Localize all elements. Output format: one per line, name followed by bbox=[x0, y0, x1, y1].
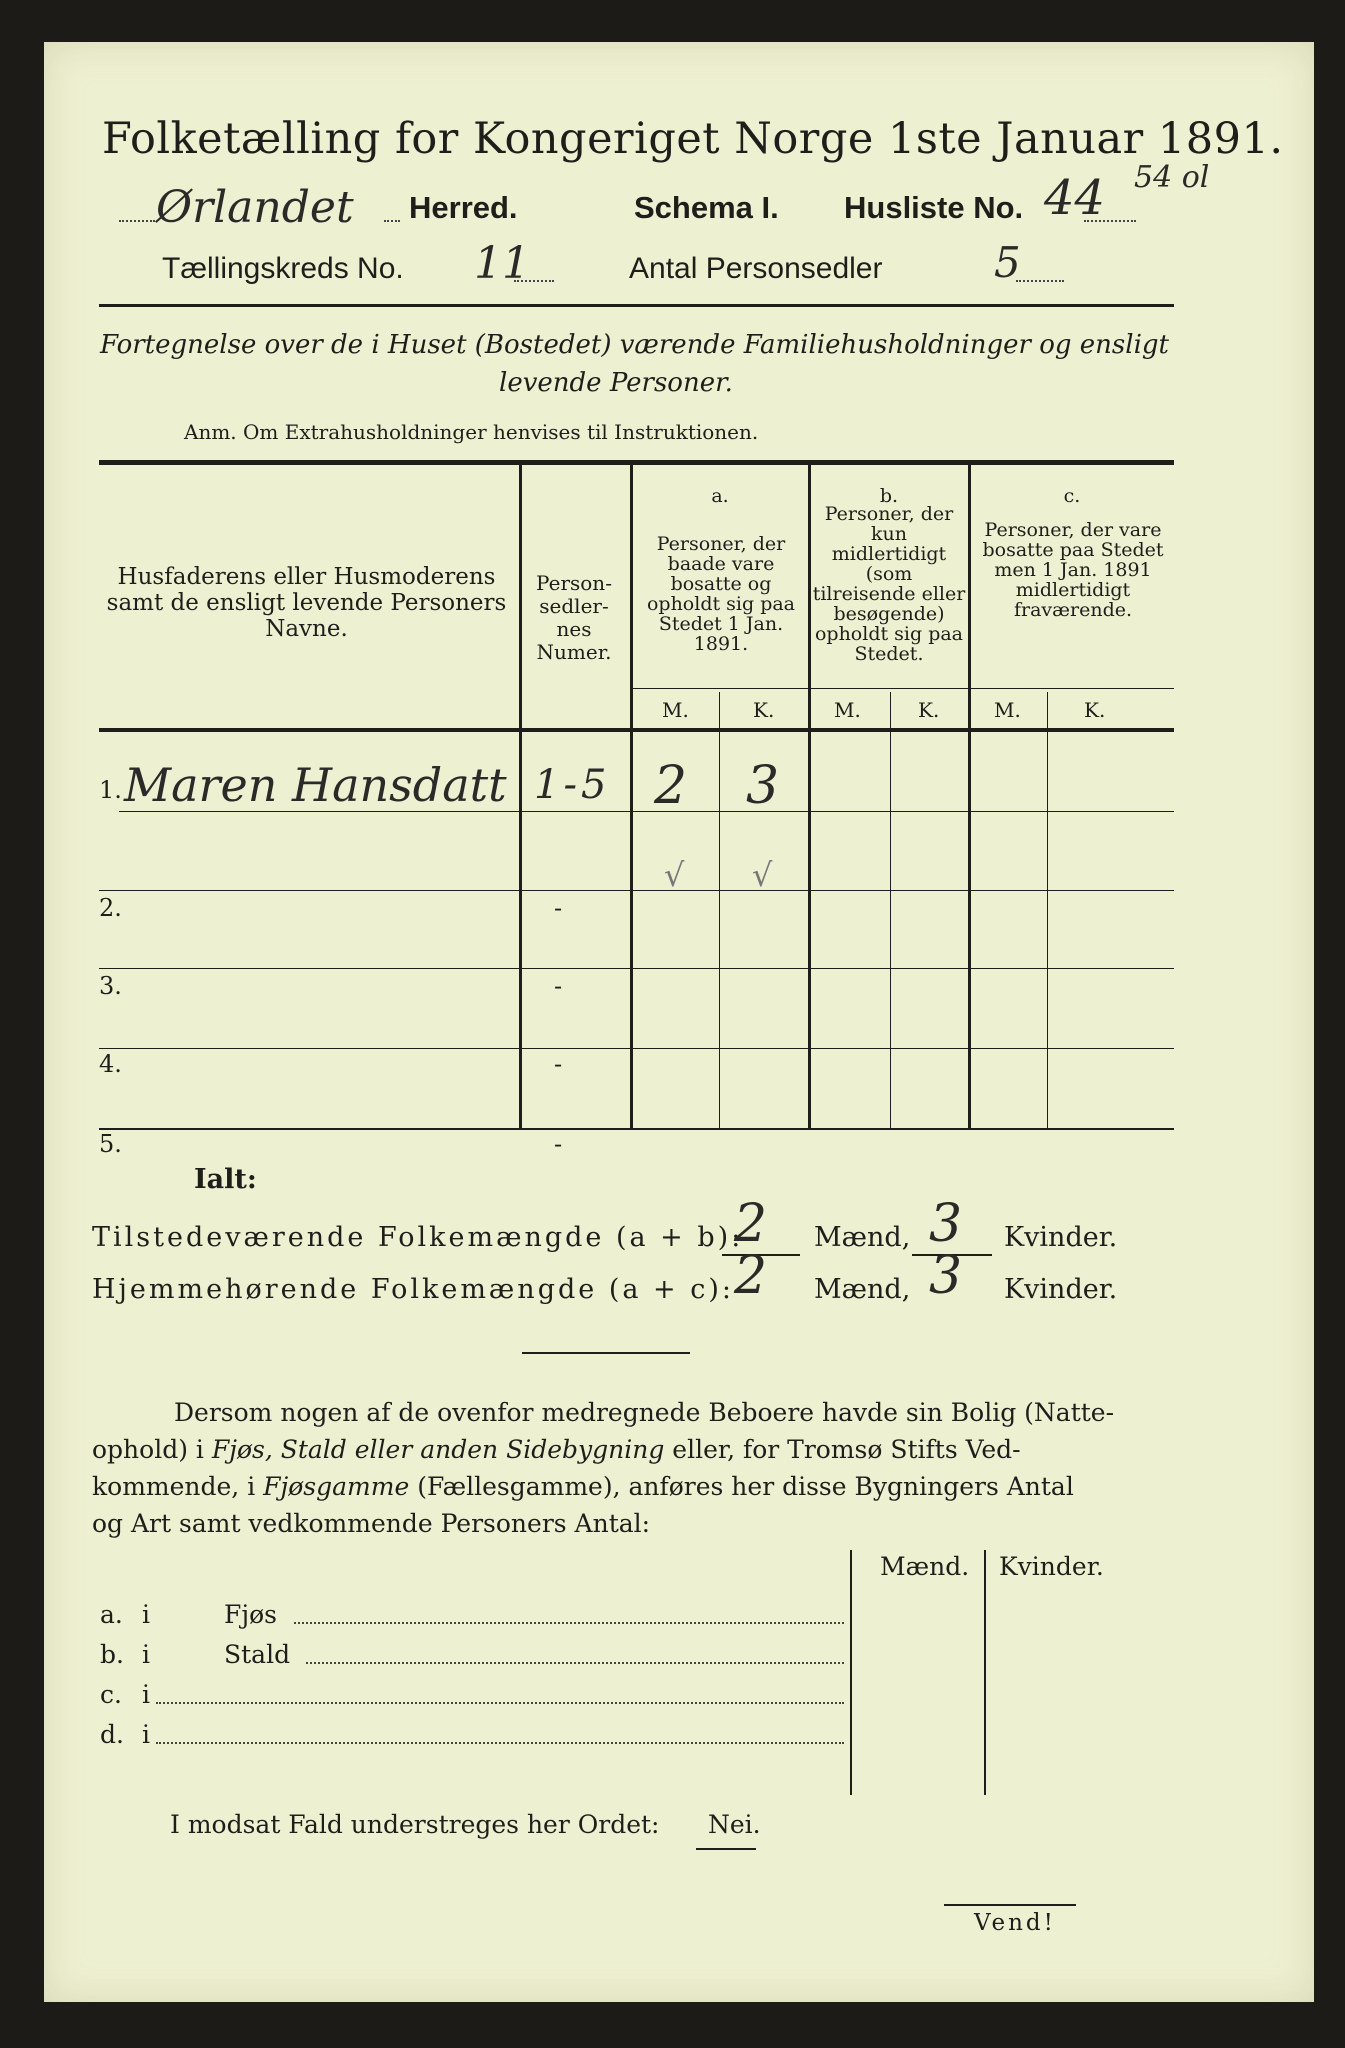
lower-p3-a: kommende, i bbox=[92, 1472, 264, 1501]
margin-note: 54 ol bbox=[1134, 160, 1210, 195]
herred-value: Ørlandet bbox=[156, 182, 354, 233]
item-c-prep: i bbox=[142, 1680, 150, 1709]
lower-p3-b: Fjøsgamme bbox=[263, 1472, 410, 1501]
modsat-text: I modsat Fald understreges her Ordet: bbox=[170, 1810, 660, 1839]
header-b-letter: b. bbox=[879, 485, 899, 507]
b-k-label: K. bbox=[918, 698, 940, 722]
row-rule-3 bbox=[99, 968, 1174, 969]
item-c-dots bbox=[156, 1702, 844, 1704]
nei-underline bbox=[696, 1848, 756, 1850]
header-sedler: Person-sedler-nes Numer. bbox=[536, 571, 612, 664]
item-b-label: Stald bbox=[224, 1640, 291, 1669]
nei-word: Nei. bbox=[708, 1810, 761, 1839]
row-rule-4 bbox=[99, 1048, 1174, 1049]
lower-p2-b: Fjøs, Stald eller anden Sidebygning bbox=[211, 1435, 665, 1464]
tilst-maend-value: 2 bbox=[734, 1194, 768, 1254]
c-m-label: M. bbox=[994, 698, 1021, 722]
header-b: Personer, der kun midlertidigt (som tilreisende eller besøgende) opholdt sig paa Stedet. bbox=[812, 503, 966, 665]
antal-value: 5 bbox=[994, 238, 1021, 287]
antal-dots bbox=[1016, 280, 1064, 282]
row-5-number: 5. bbox=[99, 1130, 122, 1158]
lower-p2-a: ophold) i bbox=[92, 1435, 212, 1464]
item-a-prep: i bbox=[142, 1600, 150, 1629]
lower-p2-c: eller, for Tromsø Stifts Ved- bbox=[664, 1435, 1021, 1464]
header-names: Husfaderens eller Husmoderens samt de ensligt levende Personers Navne. bbox=[106, 564, 507, 642]
schema-label: Schema I. bbox=[634, 190, 779, 225]
header-a-letter: a. bbox=[711, 485, 729, 507]
header-c: Personer, der vare bosatte paa Stedet men 1 Jan. 1891 midlertidigt fraværende. bbox=[982, 519, 1164, 621]
row-1-number: 1. bbox=[99, 776, 122, 804]
ialt-label: Ialt: bbox=[194, 1164, 257, 1195]
table-header-rule bbox=[99, 728, 1174, 732]
header-c-letter: c. bbox=[1063, 485, 1081, 507]
row-2-a-m-check: √ bbox=[664, 856, 685, 894]
intro-line-2: levende Personer. bbox=[499, 368, 733, 398]
item-d-prep: i bbox=[142, 1720, 150, 1749]
b-m-label: M. bbox=[834, 698, 861, 722]
col-line-c-mk bbox=[1047, 692, 1048, 1128]
col-line-a-mk bbox=[719, 692, 720, 1128]
lower-p4: og Art samt vedkommende Personers Antal: bbox=[92, 1509, 651, 1538]
form-title: Folketælling for Kongeriget Norge 1ste Januar 1891. bbox=[102, 114, 1284, 164]
col-line-names bbox=[519, 465, 522, 1128]
table-top-rule bbox=[99, 460, 1174, 465]
row-1-a-m: 2 bbox=[654, 756, 688, 816]
item-d-dots bbox=[156, 1742, 844, 1744]
row-1-a-k: 3 bbox=[746, 756, 780, 816]
item-a-dots bbox=[294, 1622, 844, 1624]
tilst-kvinder-label: Kvinder. bbox=[1004, 1222, 1118, 1253]
item-b-dots bbox=[306, 1662, 844, 1664]
hjem-label: Hjemmehørende Folkemængde (a + c): bbox=[92, 1274, 734, 1305]
row-2-a-k-check: √ bbox=[752, 856, 773, 894]
vend-rule bbox=[944, 1904, 1076, 1906]
row-rule-2 bbox=[99, 890, 1174, 891]
herred-dots-left bbox=[119, 220, 155, 222]
row-2-number: 2. bbox=[99, 894, 122, 922]
lower-p2 bbox=[92, 1431, 1021, 1468]
mk-top-rule bbox=[633, 688, 1174, 689]
col-line-b-mk bbox=[890, 692, 891, 1128]
item-b-letter: b. bbox=[100, 1640, 124, 1669]
a-m-label: M. bbox=[662, 698, 689, 722]
lower-p3-c: (Fællesgamme), anføres her disse Bygningers Antal bbox=[409, 1472, 1074, 1501]
col-line-a bbox=[808, 465, 811, 1128]
item-d-letter: d. bbox=[100, 1720, 124, 1749]
c-k-label: K. bbox=[1084, 698, 1106, 722]
row-5-sedler: - bbox=[554, 1130, 563, 1158]
antal-label: Antal Personsedler bbox=[629, 252, 883, 285]
row-4-sedler: - bbox=[554, 1050, 563, 1078]
vend-text: Vend! bbox=[974, 1910, 1056, 1936]
lower-p3 bbox=[92, 1468, 1074, 1505]
row-3-sedler: - bbox=[554, 972, 563, 1000]
header-a: Personer, der baade vare bosatte og opholdt sig paa Stedet 1 Jan. 1891. bbox=[646, 533, 796, 655]
tilst-label: Tilstedeværende Folkemængde (a + b): bbox=[92, 1222, 744, 1253]
intro-line-1: Fortegnelse over de i Huset (Bostedet) værende Familiehusholdninger og ensligt bbox=[100, 330, 1169, 360]
table-bottom-rule bbox=[99, 1128, 1174, 1130]
anm-note: Anm. Om Extrahusholdninger henvises til Instruktionen. bbox=[184, 420, 759, 444]
row-1-sedler: 1-5 bbox=[534, 762, 611, 808]
item-b-prep: i bbox=[142, 1640, 150, 1669]
husliste-label: Husliste No. bbox=[844, 190, 1024, 225]
row-1-name: Maren Hansdatt bbox=[124, 758, 507, 812]
herred-label: Herred. bbox=[409, 190, 518, 225]
building-col-line-1 bbox=[850, 1550, 852, 1795]
row-3-number: 3. bbox=[99, 972, 122, 1000]
hjem-maend-label: Mænd, bbox=[814, 1274, 911, 1305]
herred-dots-right bbox=[384, 220, 400, 222]
kreds-dots bbox=[514, 280, 554, 282]
col-maend-label: Mænd. bbox=[880, 1552, 970, 1581]
hjem-kvinder-label: Kvinder. bbox=[1004, 1274, 1118, 1305]
a-k-label: K. bbox=[753, 698, 775, 722]
item-a-label: Fjøs bbox=[224, 1600, 277, 1629]
row-4-number: 4. bbox=[99, 1050, 122, 1078]
col-kvinder-label: Kvinder. bbox=[999, 1552, 1104, 1581]
kreds-label: Tællingskreds No. bbox=[162, 252, 404, 285]
row-2-sedler: - bbox=[554, 894, 563, 922]
lower-p1: Dersom nogen af de ovenfor medregnede Beboere havde sin Bolig (Natte- bbox=[174, 1398, 1115, 1427]
title-separator bbox=[99, 304, 1174, 307]
kreds-value: 11 bbox=[474, 238, 530, 289]
tilst-maend-label: Mænd, bbox=[814, 1222, 911, 1253]
building-col-line-2 bbox=[984, 1550, 986, 1795]
col-line-num bbox=[630, 465, 633, 1128]
husliste-dots bbox=[1084, 220, 1136, 222]
hjem-kvinder-value: 3 bbox=[929, 1246, 963, 1306]
item-a-letter: a. bbox=[100, 1600, 123, 1629]
section-divider bbox=[522, 1352, 690, 1354]
item-c-letter: c. bbox=[100, 1680, 122, 1709]
husliste-value: 44 bbox=[1044, 170, 1106, 226]
hjem-maend-value: 2 bbox=[734, 1246, 768, 1306]
tilst-kvinder-value: 3 bbox=[929, 1194, 963, 1254]
col-line-b bbox=[968, 465, 971, 1128]
census-form-sheet bbox=[44, 42, 1314, 2002]
